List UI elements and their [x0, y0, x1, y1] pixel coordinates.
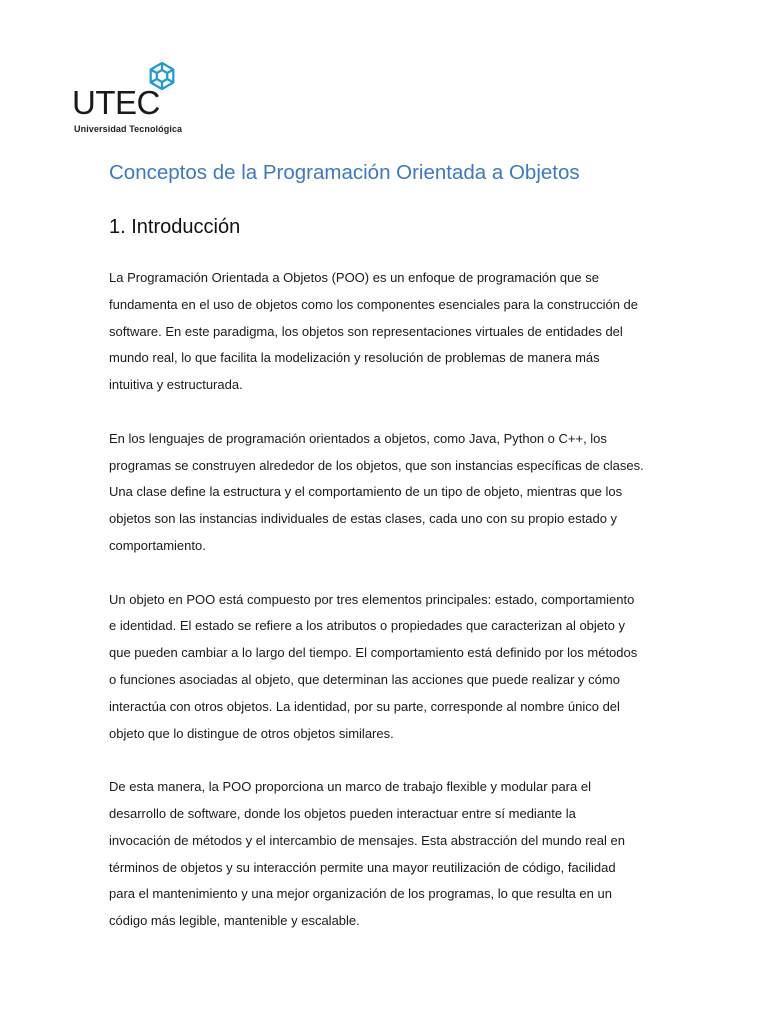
text-line: fundamenta en el uso de objetos como los componentes esenciales para la construcción de	[109, 296, 638, 312]
text-line: interactúa con otros objetos. La identidad, por su parte, corresponde al nombre único del	[109, 698, 620, 714]
document-body	[109, 265, 709, 962]
text-line: que pueden cambiar a lo largo del tiempo. El comportamiento está definido por los métodos	[109, 645, 638, 661]
document-title: Conceptos de la Programación Orientada a Objetos	[109, 161, 580, 184]
section-heading: 1. Introducción	[109, 216, 241, 238]
text-line: términos de objetos y su interacción permite una mayor reutilización de código, facilidad	[109, 859, 616, 875]
text-line: para el mantenimiento y una mejor organización de los programas, lo que resulta en un	[109, 886, 612, 902]
text-line: código más legible, mantenible y escalable.	[109, 913, 360, 929]
text-line: Una clase define la estructura y el comportamiento de un tipo de objeto, mientras que los	[109, 484, 623, 500]
text-line: software. En este paradigma, los objetos son representaciones virtuales de entidades del	[109, 323, 623, 339]
text-line: intuitiva y estructurada.	[109, 377, 243, 393]
text-line: desarrollo de software, donde los objetos pueden interactuar entre sí mediante la	[109, 805, 576, 821]
text-line: e identidad. El estado se refiere a los atributos o propiedades que caracterizan al objeto y	[109, 618, 625, 634]
paragraph-1	[109, 265, 709, 399]
text-line: De esta manera, la POO proporciona un marco de trabajo flexible y modular para el	[109, 779, 591, 795]
text-line: Un objeto en POO está compuesto por tres elementos principales: estado, comportamiento	[109, 591, 635, 607]
paragraph-4	[109, 774, 709, 935]
text-line: comportamiento.	[109, 537, 206, 553]
text-line: mundo real, lo que facilita la modelización y resolución de problemas de manera más	[109, 350, 600, 366]
paragraph-2	[109, 426, 709, 560]
logo-wordmark: UTEC	[72, 84, 160, 121]
text-line: En los lenguajes de programación orientados a objetos, como Java, Python o C++, los	[109, 430, 607, 446]
utec-logo-mark	[72, 62, 202, 122]
text-line: La Programación Orientada a Objetos (POO) es un enfoque de programación que se	[109, 270, 599, 285]
text-line: invocación de métodos y el intercambio de mensajes. Esta abstracción del mundo real en	[109, 832, 625, 848]
text-line: o funciones asociadas al objeto, que determinan las acciones que puede realizar y cómo	[109, 671, 620, 687]
text-line: objeto que lo distingue de otros objetos similares.	[109, 725, 394, 741]
text-line: objetos son las instancias individuales de estas clases, cada uno con su propio estado y	[109, 511, 618, 527]
logo-subtitle: Universidad Tecnológica	[74, 124, 183, 134]
paragraph-3	[109, 587, 709, 748]
text-line: programas se construyen alrededor de los objetos, que son instancias específicas de clases.	[109, 457, 644, 473]
